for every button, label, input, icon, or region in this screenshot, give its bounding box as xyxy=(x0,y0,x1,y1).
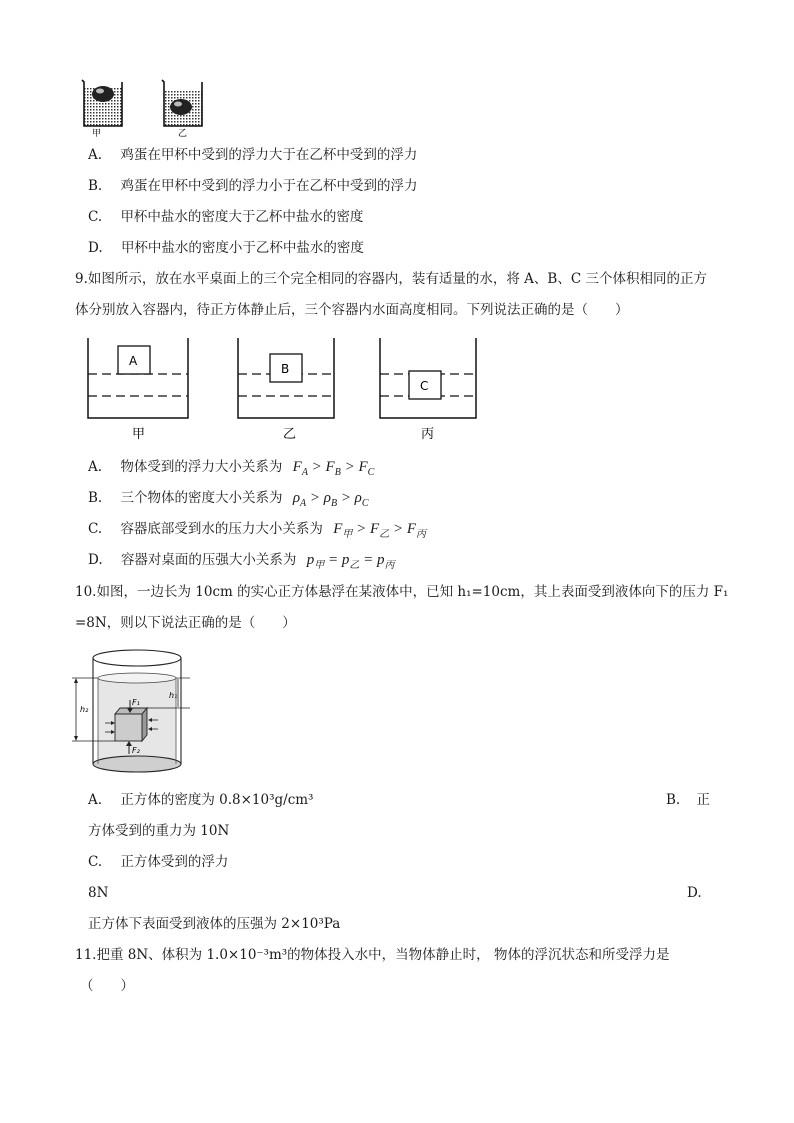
beaker-yi xyxy=(162,80,202,126)
option-letter: B. xyxy=(666,792,681,808)
option-math: $F_A > F_B > F_C$ xyxy=(292,459,375,478)
option-letter: C. xyxy=(88,209,103,225)
egg-suspended xyxy=(170,99,192,115)
option-letter: A. xyxy=(88,459,103,475)
egg-floating xyxy=(92,86,114,102)
option-letter: C. xyxy=(88,854,103,870)
option-text: 鸡蛋在甲杯中受到的浮力小于在乙杯中受到的浮力 xyxy=(120,178,418,194)
option-letter: B. xyxy=(88,490,103,506)
h1-label: h₁ xyxy=(169,691,178,700)
q10-option-b-continued: 方体受到的重力为 10N xyxy=(88,823,230,839)
q10-option-d[interactable] xyxy=(687,884,702,902)
option-text: 容器底部受到水的压力大小关系为 xyxy=(120,521,323,537)
option-math: $p_甲 = p_乙 = p_丙$ xyxy=(306,552,395,571)
block-b-label: B xyxy=(281,362,290,376)
q10-stem-line1: 10.如图，一边长为 10cm 的实心正方体悬浮在某液体中，已知 h₁=10cm，其上表面受到液体向下的压力 F₁ xyxy=(75,584,729,600)
h2-label: h₂ xyxy=(80,705,89,714)
option-text: 鸡蛋在甲杯中受到的浮力大于在乙杯中受到的浮力 xyxy=(120,147,418,163)
option-text: 甲杯中盐水的密度小于乙杯中盐水的密度 xyxy=(120,240,364,256)
egg-beakers-figure xyxy=(78,76,208,138)
option-letter: B. xyxy=(88,178,103,194)
container-label-bing: 丙 xyxy=(421,427,435,442)
q10-option-d-text: 正方体下表面受到液体的压强为 2×10³Pa xyxy=(88,916,341,932)
option-letter: D. xyxy=(88,552,103,568)
beaker-jia xyxy=(82,80,122,126)
option-text: 正方体受到的浮力 xyxy=(120,854,229,870)
option-text: 三个物体的密度大小关系为 xyxy=(120,490,283,506)
q9-containers-figure xyxy=(84,336,484,444)
block-c-label: C xyxy=(420,379,429,393)
label-jia: 甲 xyxy=(92,129,102,138)
container-label-yi: 乙 xyxy=(283,427,297,442)
q8-option-c[interactable] xyxy=(88,208,363,226)
option-text: 容器对桌面的压强大小关系为 xyxy=(120,552,297,568)
q11-stem-line1: 11.把重 8N、体积为 1.0×10⁻³m³的物体投入水中，当物体静止时， 物体的浮沉状态和所受浮力是 xyxy=(75,947,670,963)
option-letter: C. xyxy=(88,521,103,537)
q8-option-a[interactable] xyxy=(88,146,417,164)
option-text: 甲杯中盐水的密度大于乙杯中盐水的密度 xyxy=(120,209,364,225)
option-letter: D. xyxy=(687,885,702,901)
q10-option-b[interactable] xyxy=(666,791,710,809)
q10-cylinder-figure xyxy=(72,648,202,780)
option-math: $F_甲 > F_乙 > F_丙$ xyxy=(333,521,426,540)
q9-stem-line1: 9.如图所示，放在水平桌面上的三个完全相同的容器内，装有适量的水，将 A、B、C 三个体积相同的正方 xyxy=(75,271,707,287)
q9-option-b[interactable] xyxy=(88,489,369,513)
container-label-jia: 甲 xyxy=(132,427,146,442)
q11-stem-line2: （ ） xyxy=(80,978,134,994)
container-jia xyxy=(88,338,188,442)
q9-stem-line2: 体分别放入容器内，待正方体静止后，三个容器内水面高度相同。下列说法正确的是（ ） xyxy=(75,302,629,318)
q10-option-c-continued: 8N xyxy=(88,885,109,901)
option-text: 物体受到的浮力大小关系为 xyxy=(120,459,283,475)
f2-label: F₂ xyxy=(132,746,140,755)
label-yi: 乙 xyxy=(178,129,188,138)
option-letter: A. xyxy=(88,792,103,808)
option-math: $\rho_A > \rho_B > \rho_C$ xyxy=(292,490,369,509)
q10-option-c[interactable] xyxy=(88,853,228,871)
q10-option-a[interactable] xyxy=(88,791,313,809)
option-letter: D. xyxy=(88,240,103,256)
q9-option-a[interactable] xyxy=(88,458,374,482)
q9-option-c[interactable] xyxy=(88,520,426,544)
container-yi xyxy=(238,338,334,442)
option-text: 正 xyxy=(696,792,711,808)
q8-option-b[interactable] xyxy=(88,177,418,195)
q8-option-d[interactable] xyxy=(88,239,364,257)
f1-label: F₁ xyxy=(132,698,140,707)
container-bing xyxy=(380,338,476,442)
option-letter: A. xyxy=(88,147,103,163)
q10-stem-line2: =8N，则以下说法正确的是（ ） xyxy=(75,615,296,631)
option-text: 正方体的密度为 0.8×10³g/cm³ xyxy=(120,792,314,808)
block-a-label: A xyxy=(129,354,138,368)
q9-option-d[interactable] xyxy=(88,551,394,575)
